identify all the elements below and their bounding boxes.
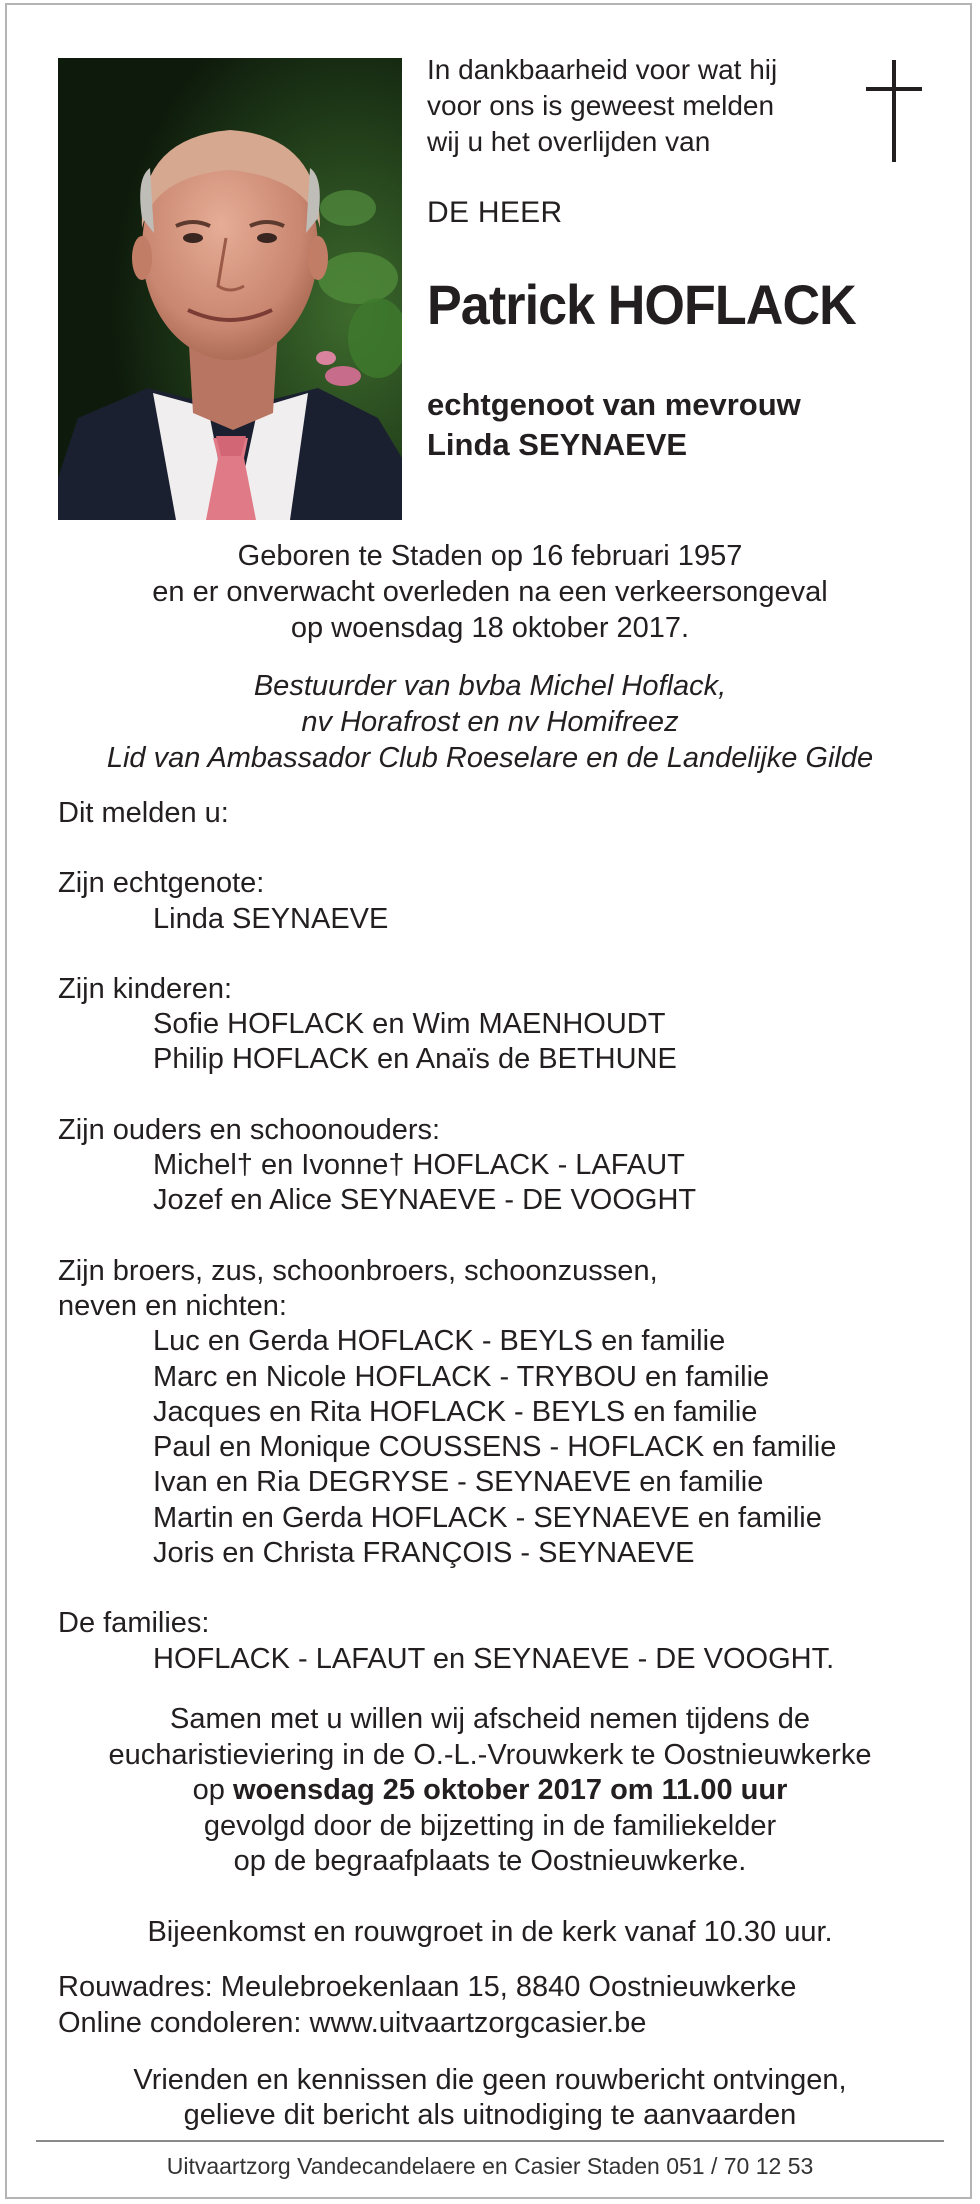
birth-line: en er onverwacht overleden na een verkeersongeval bbox=[152, 576, 828, 608]
family-member: Luc en Gerda HOFLACK - BEYLS en familie bbox=[153, 1325, 726, 1358]
friends-note bbox=[0, 2063, 980, 2133]
intro-text bbox=[427, 52, 777, 160]
online-condolences: Online condoleren: www.uitvaartzorgcasier.be bbox=[58, 2006, 647, 2039]
group-heading: neven en nichten: bbox=[58, 1289, 287, 1322]
announce-line: Dit melden u: bbox=[58, 797, 229, 829]
group-heading: De families: bbox=[58, 1607, 210, 1640]
service-line: eucharistieviering in de O.-L.-Vrouwkerk te Oostnieuwkerke bbox=[108, 1738, 872, 1771]
service-line: op de begraafplaats te Oostnieuwkerke. bbox=[233, 1845, 747, 1877]
honorific: DE HEER bbox=[427, 196, 563, 229]
meeting-info: Bijeenkomst en rouwgroet in de kerk vanaf 10.30 uur. bbox=[147, 1916, 833, 1948]
family-member: Sofie HOFLACK en Wim MAENHOUDT bbox=[153, 1008, 666, 1041]
service-datetime: woensdag 25 oktober 2017 om 11.00 uur bbox=[232, 1774, 788, 1806]
cross-icon bbox=[866, 60, 922, 162]
spouse-line: Linda SEYNAEVE bbox=[427, 427, 688, 462]
family-list bbox=[58, 796, 836, 1677]
group-heading: Zijn kinderen: bbox=[58, 972, 233, 1005]
role-line: nv Horafrost en nv Homifreez bbox=[301, 706, 679, 738]
group-heading: Zijn ouders en schoonouders: bbox=[58, 1113, 441, 1146]
friends-line: gelieve dit bericht als uitnodiging te aanvaarden bbox=[183, 2099, 797, 2131]
service-line: Samen met u willen wij afscheid nemen tijdens de bbox=[170, 1703, 810, 1735]
family-member: HOFLACK - LAFAUT en SEYNAEVE - DE VOOGHT. bbox=[153, 1642, 835, 1675]
family-member: Michel† en Ivonne† HOFLACK - LAFAUT bbox=[153, 1149, 685, 1182]
service-line: gevolgd door de bijzetting in de familiekelder bbox=[203, 1809, 777, 1842]
role-line: Bestuurder van bvba Michel Hoflack, bbox=[253, 670, 727, 702]
role-line: Lid van Ambassador Club Roeselare en de Landelijke Gilde bbox=[106, 742, 874, 774]
family-member: Linda SEYNAEVE bbox=[153, 902, 389, 935]
intro-line: In dankbaarheid voor wat hij bbox=[427, 54, 778, 85]
deceased-name: Patrick HOFLACK bbox=[427, 273, 856, 336]
family-member: Martin en Gerda HOFLACK - SEYNAEVE en familie bbox=[153, 1501, 822, 1534]
service-info bbox=[0, 1702, 980, 1880]
portrait-photo bbox=[58, 58, 402, 520]
service-line bbox=[0, 1773, 980, 1809]
intro-line: wij u het overlijden van bbox=[427, 126, 711, 157]
intro-line: voor ons is geweest melden bbox=[427, 90, 775, 121]
group-heading: Zijn broers, zus, schoonbroers, schoonzussen, bbox=[58, 1254, 658, 1287]
undertaker-footer: Uitvaartzorg Vandecandelaere en Casier Staden 051 / 70 12 53 bbox=[166, 2153, 814, 2179]
friends-line: Vrienden en kennissen die geen rouwbericht ontvingen, bbox=[133, 2064, 847, 2096]
family-member: Jozef en Alice SEYNAEVE - DE VOOGHT bbox=[153, 1184, 697, 1217]
contact-info bbox=[58, 1970, 796, 2041]
birth-line: op woensdag 18 oktober 2017. bbox=[290, 612, 690, 644]
group-heading: Zijn echtgenote: bbox=[58, 867, 265, 900]
roles-info bbox=[0, 668, 980, 776]
family-member: Marc en Nicole HOFLACK - TRYBOU en familie bbox=[153, 1360, 770, 1393]
family-member: Jacques en Rita HOFLACK - BEYLS en familie bbox=[153, 1395, 758, 1428]
portrait-illustration bbox=[58, 58, 402, 520]
spouse-text bbox=[427, 385, 801, 465]
family-member: Paul en Monique COUSSENS - HOFLACK en familie bbox=[153, 1431, 837, 1464]
family-member: Philip HOFLACK en Anaïs de BETHUNE bbox=[153, 1043, 677, 1076]
footer-divider bbox=[36, 2140, 944, 2142]
family-member: Joris en Christa FRANÇOIS - SEYNAEVE bbox=[153, 1537, 695, 1570]
spouse-line: echtgenoot van mevrouw bbox=[427, 387, 801, 422]
family-member: Ivan en Ria DEGRYSE - SEYNAEVE en familie bbox=[153, 1466, 764, 1499]
birth-line: Geboren te Staden op 16 februari 1957 bbox=[237, 540, 743, 572]
mourning-address: Rouwadres: Meulebroekenlaan 15, 8840 Oostnieuwkerke bbox=[58, 1971, 797, 2003]
service-prefix: op bbox=[192, 1774, 225, 1806]
birth-death-info bbox=[0, 538, 980, 646]
